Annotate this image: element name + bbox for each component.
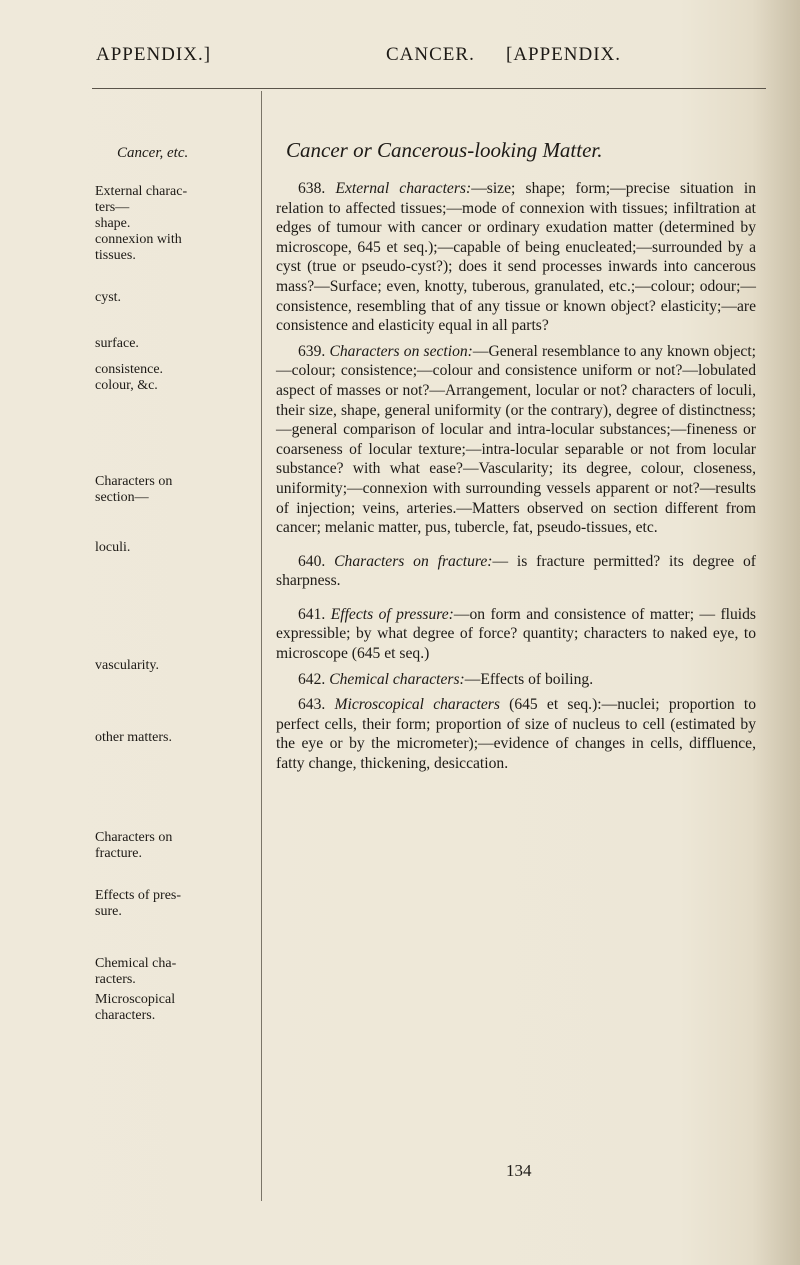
running-head [0,44,800,74]
paragraph-lead: External characters: [335,180,472,197]
margin-note: Chemical cha- racters. [95,956,177,987]
paragraph-number: 638. [298,180,326,197]
page-number: 134 [506,1161,532,1180]
margin-note: consistence. colour, &c. [95,362,164,393]
paragraph-number: 639. [298,342,326,360]
header-rule [92,88,766,89]
margin-note: loculi. [95,540,131,555]
paragraph-641 [276,605,756,664]
paragraph-number: 643. [298,696,326,714]
paragraph-body: —on form and consistence of matter; — fluids expressible; by what degree of force? quantity; characters to naked eye, to microscope (645 et seq.) [276,605,756,663]
margin-note: other matters. [95,730,172,745]
margin-note: External charac- ters— shape. connexion with tissues. [95,184,188,263]
paragraph-638 [276,179,756,336]
margin-note: Characters on fracture. [95,830,173,861]
main-text [276,138,756,780]
paragraph-body: —Effects of boiling. [464,670,594,688]
margin-note: Characters on section— [95,474,173,505]
paragraph-body: (645 et seq.):—nuclei; proportion to perfect cells, their form; proportion of size of nucleus to cell (estimated by the eye or by the micrometer);—evidence of changes in cells, diffluence, fatty change, thickening, desiccation. [276,696,757,773]
paragraph-number: 641. [298,605,326,623]
running-head-left: APPENDIX.] [96,44,212,65]
paragraph-number: 642. [298,670,326,688]
margin-rule [261,91,262,1201]
paragraph-lead: Chemical characters: [329,670,465,688]
margin-note: Effects of pres- sure. [95,888,182,919]
paragraph-lead: Effects of pressure: [330,605,454,623]
section-title: Cancer or Cancerous-looking Matter. [286,138,603,162]
paragraph-body: —General resemblance to any known object;—colour; consistence;—colour and consistence uniform or not?—lobulated aspect of masses or not?—Arrangement, locular or not? characters of loculi, their size, shape, general uniformity (or the contrary), degree of distinctness;—general comparison of locular and intra-locular substances;—fineness or coarseness of locular texture;—intra-locular separable or not from locular substance? with what ease?—Vascularity; its degree, colour, closeness, uniformity;—connexion with surrounding vessels apparent or not?—results of injection; veins, arteries.—Matters observed on section different from cancer; melanic matter, pus, tubercle, fat, pseudo-tissues, etc. [276,342,756,537]
margin-note: Microscopical characters. [95,992,176,1023]
paragraph-lead: Microscopical characters [334,696,500,714]
paragraph-640 [276,552,756,591]
paragraph-body: —size; shape; form;—precise situation in relation to affected tissues;—mode of connexion with tissues; infiltration at edges of tumour with cancer or ordinary exudation matter (determined by microscope, 645 et seq.);—capable of being enucleated;—surrounded by a cyst (true or pseudo-cyst?); does it send processes inwards into cancerous mass?—Surface; even, knotty, tuberous, granulated, etc.;—colour; odour;—consistence, resembling that of any tissue or known object? elasticity;—are consistence and elasticity equal in all parts? [276,180,756,335]
margin-note: cyst. [95,290,122,305]
margin-note: surface. [95,336,139,351]
paragraph-body: — is fracture permitted? its degree of sharpness. [276,552,756,590]
paragraph-639 [276,342,756,538]
paragraph-643 [276,695,756,773]
paragraph-number: 640. [298,552,326,570]
margin-title: Cancer, etc. [117,145,189,161]
paragraph-lead: Characters on section: [329,342,473,360]
paragraph-642 [276,670,756,690]
running-head-center: CANCER. [386,44,475,65]
running-head-right: [APPENDIX. [506,44,622,65]
paragraph-lead: Characters on fracture: [334,552,493,570]
margin-note: vascularity. [95,658,160,673]
